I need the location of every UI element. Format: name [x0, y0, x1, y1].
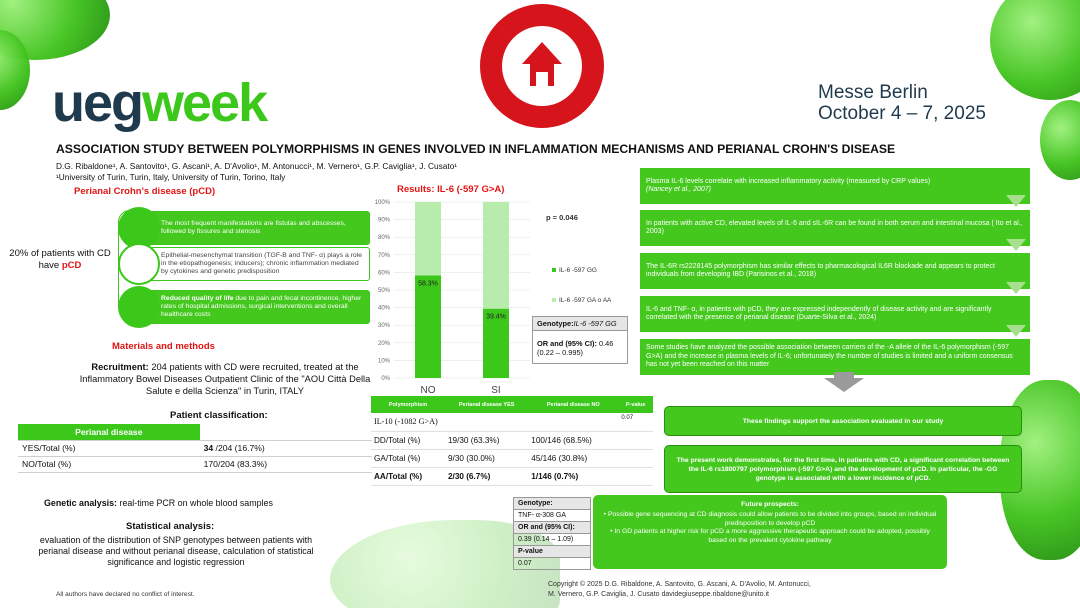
table-row — [371, 467, 653, 485]
genetic-analysis — [44, 498, 273, 508]
logo-week-text: week — [142, 73, 267, 133]
finding-5 — [640, 339, 1030, 375]
classification-no-value: 170/204 (83.3%) — [200, 456, 372, 472]
pcd-item-3 — [138, 290, 370, 324]
pcd-prevalence-highlight: pCD — [61, 260, 82, 271]
table-row — [18, 440, 372, 456]
y-tick-label: 10% — [377, 358, 390, 365]
il6-genotype-label: Genotype: — [537, 319, 574, 328]
finding-4 — [640, 296, 1030, 332]
pcd-section-title: Perianal Crohn's disease (pCD) — [74, 186, 216, 197]
legend-label: IL-6 -597 GA o AA — [559, 297, 612, 304]
finding-3 — [640, 253, 1030, 289]
down-arrow-icon — [824, 378, 864, 392]
snp-ga-yes: 9/30 (30.0%) — [445, 449, 528, 467]
statistical-text: evaluation of the distribution of SNP genotypes between patients with perianal disease and without perianal disease, calculation of statistical significance and logistic regression — [38, 535, 314, 567]
snp-gene-blank-1 — [445, 413, 528, 431]
chart-title: Results: IL-6 (-597 G>A) — [397, 184, 505, 195]
classification-yes-rest: /204 (16.7%) — [213, 443, 265, 453]
recruitment — [78, 361, 372, 397]
tnf-or-value: 0.39 (0.14 – 1.09) — [514, 534, 590, 546]
snp-aa-blank — [618, 467, 653, 485]
snp-dd-blank — [618, 431, 653, 449]
y-tick-label: 20% — [377, 340, 390, 347]
affiliation: ¹University of Turin, Turin, Italy, University of Turin, Torino, Italy — [56, 172, 286, 182]
il6-or-value: 0.46 (0.22 – 0.995) — [537, 339, 614, 357]
pcd-item-2-text: Epithelial-mesenchymal transition (TGF-B and TNF- α) plays a role in the etiopathogenesis; inducers); chronic inflammation mediated by cytokines and genetic predisposition — [161, 252, 362, 275]
decor-blob-right — [1040, 100, 1080, 180]
snp-aa-no: 1/146 (0.7%) — [528, 467, 618, 485]
future-prospects-box — [593, 495, 947, 569]
y-tick-label: 80% — [377, 235, 390, 242]
recruitment-label: Recruitment: — [91, 362, 149, 372]
y-tick-label: 70% — [377, 252, 390, 259]
snp-ga-no: 45/146 (30.8%) — [528, 449, 618, 467]
bar-si-series-1 — [483, 202, 509, 309]
table-row — [371, 431, 653, 449]
y-tick-label: 0% — [381, 376, 390, 382]
flow-arrow-4 — [1006, 325, 1026, 337]
pcd-item-1 — [138, 211, 370, 245]
tnf-genotype-label: Genotype: — [514, 498, 590, 510]
il6-genotype-row — [533, 317, 627, 331]
ueg-week-logo — [52, 72, 266, 134]
authors: D.G. Ribaldone¹, A. Santovito¹, G. Ascani¹, A. D'Avolio¹, M. Antonucci¹, M. Vernero¹, G.P. Caviglia¹, J. Cusato¹ — [56, 161, 458, 171]
legend-swatch — [552, 268, 556, 272]
tnf-p-value: 0.07 — [518, 560, 532, 567]
y-tick-label: 90% — [377, 217, 390, 224]
snp-header-pvalue: P-value — [618, 396, 653, 413]
snp-header-yes: Perianal disease YES — [445, 396, 528, 413]
pcd-item-3-bold: Reduced quality of life — [161, 295, 234, 302]
classification-yes-label: YES/Total (%) — [18, 440, 200, 456]
table-header-row — [371, 396, 653, 413]
y-tick-label: 30% — [377, 323, 390, 330]
conflict-statement: All authors have declared no conflict of interest. — [56, 591, 195, 598]
bar-no-series-0 — [415, 275, 441, 378]
genetic-text: real-time PCR on whole blood samples — [119, 498, 273, 508]
statistical-title: Statistical analysis: — [126, 521, 215, 532]
pcd-circle-2 — [118, 243, 160, 285]
pcd-prevalence-text: 20% of patients with CD have — [9, 248, 111, 271]
finding-1 — [640, 168, 1030, 204]
copyright-line-2: M. Vernero, G.P. Caviglia, J. Cusato davidegiuseppe.ribaldone@unito.it — [548, 591, 769, 598]
y-tick-label: 60% — [377, 270, 390, 277]
finding-3-text: The IL-6R rs2228145 polymorphism has similar effects to pharmacological IL6R blockade and appears to protect individuals from developing IBD (Parisinos et al., 2018) — [646, 262, 995, 278]
il6-bar-chart — [360, 196, 642, 398]
poster-title: ASSOCIATION STUDY BETWEEN POLYMORPHISMS IN GENES INVOLVED IN INFLAMMATION MECHANISMS AND PERIANAL CROHN'S DISEASE — [56, 142, 896, 156]
p-value-annotation: p = 0.046 — [546, 213, 578, 222]
table-row — [18, 424, 372, 440]
data-label: 58.3% — [418, 280, 438, 288]
y-tick-label: 50% — [377, 288, 390, 294]
pcd-item-3-text: due to pain and fecal incontinence, higher rates of hospital admissions, surgical interventions and overall healthcare costs — [161, 295, 362, 318]
tnf-box — [513, 497, 591, 570]
il6-genotype-value: IL-6 -597 GG — [573, 319, 617, 328]
venue-dates: October 4 – 7, 2025 — [818, 103, 986, 124]
snp-gene-blank-2 — [528, 413, 618, 431]
copyright-line-1: Copyright © 2025 D.G. Ribaldone, A. Santovito, G. Ascani, A. D'Avolio, M. Antonucci, — [548, 581, 811, 588]
university-seal-logo — [478, 2, 606, 130]
flow-arrow-2 — [1006, 239, 1026, 251]
x-tick-label: SI — [491, 385, 501, 396]
snp-dd-label: DD/Total (%) — [371, 431, 445, 449]
finding-1-text: Plasma IL-6 levels correlate with increased inflammatory activity (measured by CRP values) — [646, 177, 931, 185]
finding-1-ref: (Nancey et al., 2007) — [646, 186, 711, 193]
classification-header: Perianal disease — [18, 424, 200, 440]
y-tick-label: 100% — [374, 200, 390, 206]
table-row — [371, 413, 653, 431]
snp-aa-label: AA/Total (%) — [371, 467, 445, 485]
snp-dd-yes: 19/30 (63.3%) — [445, 431, 528, 449]
flow-arrow-1 — [1006, 195, 1026, 207]
copyright — [548, 580, 811, 600]
snp-aa-yes: 2/30 (6.7%) — [445, 467, 528, 485]
pcd-item-2 — [138, 247, 370, 281]
decor-blob-top-right — [990, 0, 1080, 100]
logo-ueg-text: ueg — [52, 73, 143, 133]
pcd-item-1-text: The most frequent manifestations are fistulas and abscesses, followed by fissures and stenosis — [161, 220, 346, 235]
il6-genotype-box — [532, 316, 628, 364]
support-box — [664, 406, 1022, 436]
y-tick-label: 40% — [377, 305, 390, 312]
snp-ga-label: GA/Total (%) — [371, 449, 445, 467]
snp-table — [371, 396, 653, 486]
future-list — [603, 511, 937, 545]
x-tick-label: NO — [420, 385, 436, 396]
tnf-or-label: OR and (95% CI): — [514, 522, 590, 534]
pcd-prevalence — [4, 248, 116, 272]
data-label: 39.4% — [486, 313, 506, 321]
classification-title: Patient classification: — [170, 410, 268, 421]
finding-2-text: In patients with active CD, elevated levels of IL-6 and sIL-6R can be found in both serum and intestinal mucosa ( Ito et al., 2003) — [646, 219, 1023, 235]
finding-4-text: IL-6 and TNF- α, in patients with pCD, they are expressed independently of disease activity and are significantly correlated with the presence of perianal disease (Duarte-Silva et al., 2024) — [646, 305, 992, 321]
classification-no-label: NO/Total (%) — [18, 456, 200, 472]
snp-header-no: Perianal disease NO — [528, 396, 618, 413]
support-text: These findings support the association evaluated in our study — [742, 417, 944, 425]
future-title: Future prospects: — [741, 501, 799, 508]
list-item: • Possible gene sequencing at CD diagnosis could allow patients to be divided into groups, based on individual predisposition to develop pCD — [603, 511, 937, 528]
pcd-circle-3 — [118, 286, 160, 328]
table-row — [371, 449, 653, 467]
snp-pvalue: 0.07 — [618, 413, 653, 431]
list-item: • In GD patients at higher risk for pCD a more aggressive therapeutic approach could be adopted, possibly based on the prevalent cytokine pathway — [603, 528, 937, 545]
methods-title: Materials and methods — [112, 341, 215, 352]
classification-header-blank — [200, 424, 372, 440]
conclusion-text: The present work demonstrates, for the first time, in patients with CD, a significant correlation between the IL-6 rs1800797 polymorphism (-597 G>A) and the development of pCD. In particular, the -GG genotype is associated with a lower incidence of pCD. — [676, 456, 1010, 482]
genetic-label: Genetic analysis: — [44, 498, 118, 508]
il6-or-row — [533, 331, 627, 363]
classification-yes-value — [200, 440, 372, 456]
classification-table — [18, 424, 372, 473]
tnf-genotype-value: TNF- α-308 GA — [514, 510, 590, 522]
flow-arrow-3 — [1006, 282, 1026, 294]
venue — [818, 82, 986, 124]
tnf-p-label: P-value — [514, 546, 590, 558]
finding-2 — [640, 210, 1030, 246]
venue-city: Messe Berlin — [818, 82, 928, 103]
legend-swatch — [552, 298, 556, 302]
bar-no-series-1 — [415, 202, 441, 275]
snp-header-polymorphism: Polymorphism — [371, 396, 445, 413]
table-row — [18, 456, 372, 472]
snp-ga-blank — [618, 449, 653, 467]
recruitment-text: 204 patients with CD were recruited, treated at the Inflammatory Bowel Diseases Outpatient Clinic of the "AOU Città Della Salute e della Scienza" in Turin, ITALY — [79, 362, 371, 396]
conclusion-box — [664, 445, 1022, 493]
il6-or-label: OR and (95% CI): — [537, 339, 597, 348]
legend-label: IL-6 -597 GG — [559, 267, 597, 274]
snp-gene: IL-10 (-1082 G>A) — [371, 413, 445, 431]
finding-5-text: Some studies have analyzed the possible association between carriers of the -A allele of the IL-6 polymorphism (-597 G>A) and the increase in plasma levels of IL-6; unfortunately the number of studies is limited and a uniform consensus has not yet been reached on this matter — [646, 344, 1013, 369]
classification-yes-count: 34 — [203, 443, 214, 453]
snp-dd-no: 100/146 (68.5%) — [528, 431, 618, 449]
